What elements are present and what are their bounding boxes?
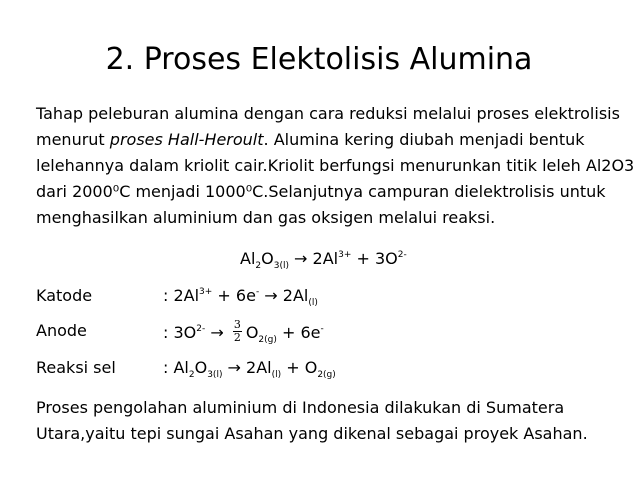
intro-text-2: . Alumina kering diubah menjadi bentuk lelehannya dalam kriolit cair.Kriolit berfungsi menurunkan titik leleh Al2O3 dari 2000⁰C menjadi 1000⁰C.Selanjutnya campuran dielektrolisis untuk menghasilkan aluminium dan gas oksigen melalui reaksi. (36, 130, 635, 227)
eq-superscript: 3+ (338, 250, 352, 260)
eq-superscript: 3+ (199, 287, 213, 297)
eq-subscript: 2(g) (317, 370, 336, 380)
eq-superscript: 2- (196, 324, 206, 334)
eq-token: → 2Al (288, 249, 339, 268)
eq-superscript: - (255, 287, 260, 297)
katode-label: Katode (36, 286, 93, 305)
eq-token: O (194, 358, 208, 377)
eq-token: O (245, 323, 259, 342)
intro-paragraph (36, 101, 636, 231)
eq-token: : Al (163, 358, 189, 377)
fraction-numerator: 3 (233, 318, 241, 331)
intro-text-1: Tahap peleburan alumina dengan cara reduksi melalui proses elektrolisis menurut (36, 104, 620, 149)
fraction-denominator: 2 (233, 331, 241, 344)
main-reaction-equation (240, 249, 407, 269)
eq-token: → 2Al (259, 286, 309, 305)
reaksi-sel-label: Reaksi sel (36, 358, 116, 377)
intro-italic-process: proses Hall-Heroult (109, 130, 264, 149)
eq-subscript: (l) (271, 370, 282, 380)
eq-token: + 3O (351, 249, 398, 268)
eq-token: : 3O (163, 323, 197, 342)
eq-token: O (261, 249, 274, 268)
eq-superscript: - (320, 324, 324, 334)
eq-superscript: 2- (397, 250, 407, 260)
eq-subscript: (l) (308, 298, 318, 308)
eq-token: Al (240, 249, 256, 268)
eq-subscript: 2 (188, 370, 195, 380)
katode-equation (163, 286, 318, 306)
eq-subscript: 3(l) (273, 261, 289, 271)
eq-token: → 2Al (222, 358, 272, 377)
eq-subscript: 2 (255, 261, 262, 271)
slide-title: 2. Proses Elektolisis Alumina (105, 42, 533, 77)
eq-token: : 2Al (163, 286, 200, 305)
eq-token: + 6e (212, 286, 256, 305)
eq-token: → (205, 323, 229, 342)
reaksi-sel-equation (163, 358, 336, 378)
anode-equation (163, 318, 324, 346)
eq-subscript: 3(l) (207, 370, 223, 380)
eq-subscript: 2(g) (258, 335, 277, 345)
eq-token: + O (281, 358, 318, 377)
fraction (233, 319, 242, 344)
anode-label: Anode (36, 321, 87, 340)
closing-paragraph: Proses pengolahan aluminium di Indonesia dilakukan di Sumatera Utara,yaitu tepi sungai Asahan yang dikenal sebagai proyek Asahan. (36, 398, 588, 443)
eq-token: + 6e (276, 323, 321, 342)
